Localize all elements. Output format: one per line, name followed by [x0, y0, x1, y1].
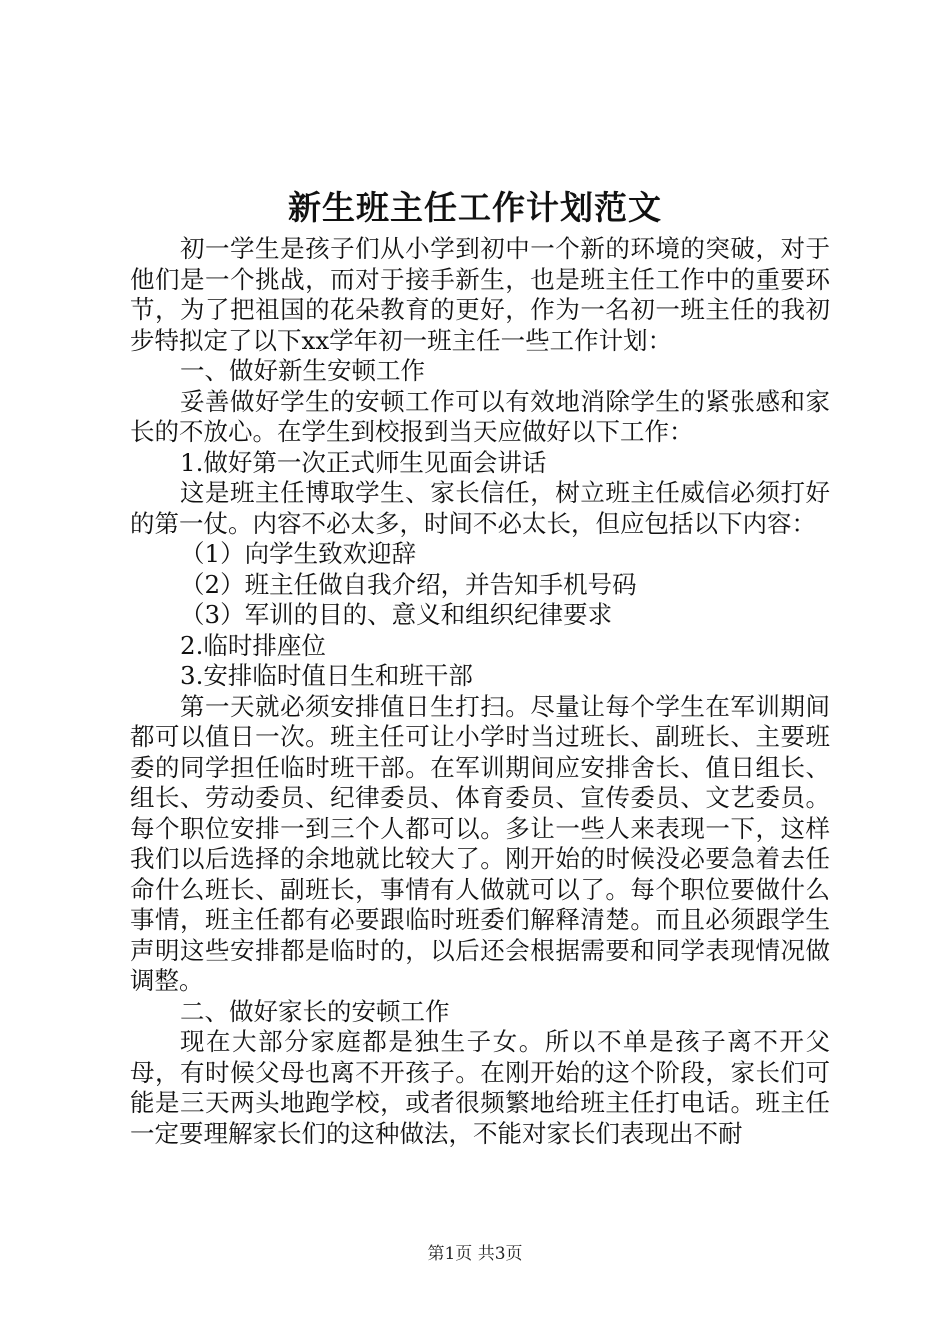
list-item-duty: 3.安排临时值日生和班干部: [180, 661, 473, 690]
list-item-seating: 2.临时排座位: [180, 630, 326, 660]
paragraph-duty: 第一天就必须安排值日生打扫。尽量让每个学生在军训期间都可以值日一次。班主任可让小学时当过班长、副班长、主要班委的同学担任临时班干部。在军训期间应安排舍长、值日组长、组长、劳动委员、纪律委员、体育委员、宣传委员、文艺委员。每个职位安排一到三个人都可以。多让一些人来表现一下，这样我们以后选择的余地就比较大了。刚开始的时候没必要急着去任命什么班长、副班长，事情有人做就可以了。每个职位要做什么事情，班主任都有必要跟临时班委们解释清楚。而且必须跟学生声明这些安排都是临时的，以后还会根据需要和同学表现情况做调整。: [130, 691, 830, 995]
sub-item-introduction: （2）班主任做自我介绍，并告知手机号码: [180, 569, 637, 599]
paragraph-settle-students: 妥善做好学生的安顿工作可以有效地消除学生的紧张感和家长的不放心。在学生到校报到当天应做好以下工作：: [130, 386, 830, 446]
sub-item-military-training: （3）军训的目的、意义和组织纪律要求: [180, 600, 613, 629]
section-heading-2: 二、做好家长的安顿工作: [180, 996, 450, 1026]
document-body: [130, 234, 830, 1149]
list-item-first-meeting: 1.做好第一次正式师生见面会讲话: [180, 447, 547, 477]
document-title: 新生班主任工作计划范文: [288, 188, 662, 227]
page-footer: 第1页 共3页: [427, 1244, 523, 1264]
paragraph-parents: 现在大部分家庭都是独生子女。所以不单是孩子离不开父母，有时候父母也离不开孩子。在刚开始的这个阶段，家长们可能是三天两头地跑学校，或者很频繁地给班主任打电话。班主任一定要理解家长们的这种做法，不能对家长们表现出不耐: [130, 1027, 830, 1148]
section-heading-1: 一、做好新生安顿工作: [180, 356, 425, 385]
paragraph-intro: 初一学生是孩子们从小学到初中一个新的环境的突破，对于他们是一个挑战，而对于接手新生，也是班主任工作中的重要环节，为了把祖国的花朵教育的更好，作为一名初一班主任的我初步特拟定了以下xx学年初一班主任一些工作计划：: [130, 234, 830, 355]
paragraph-first-meeting: 这是班主任博取学生、家长信任，树立班主任威信必须打好的第一仗。内容不必太多，时间不必太长，但应包括以下内容：: [130, 478, 830, 538]
sub-item-welcome: （1）向学生致欢迎辞: [180, 539, 417, 568]
